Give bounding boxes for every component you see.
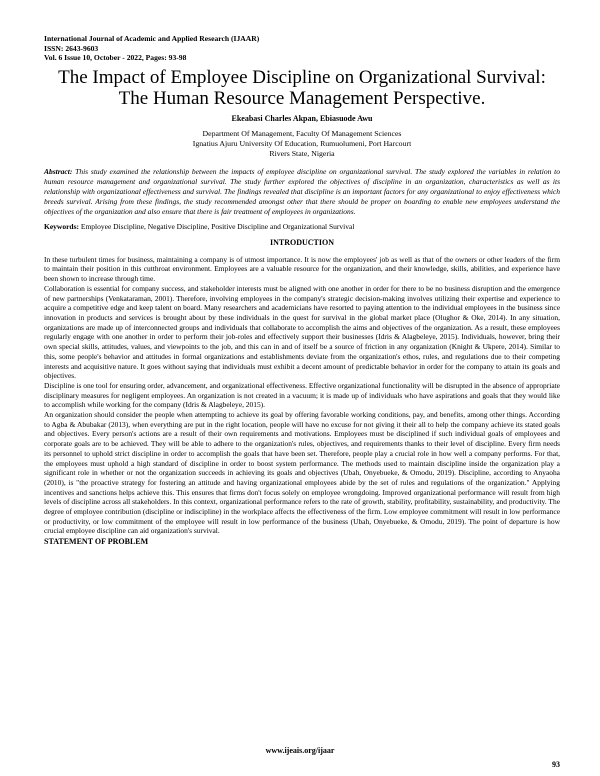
affiliation-line-1: Department Of Management, Faculty Of Management Sciences [202,128,402,138]
paper-title-line-2: The Human Resource Management Perspective. [118,87,486,109]
paper-title-line-1: The Impact of Employee Discipline on Organizational Survival: [58,66,546,88]
intro-paragraph-4: An organization should consider the people when attempting to achieve its goal by offering favorable working conditions, pay, and benefits, among other things. According to Agba & Abubakar (2013), when everything are put in the right location, people will have no excuse for not giving it their all to help the company achieve its stated goals and objectives. Every person's actions are a result of their own requirements and motivations. Employees must be disciplined if such individual goals of employees and corporate goals are to be achieved. They will be able to adhere to the organization's rules, objectives, and requirements thanks to their level of discipline. Every firm needs its personnel to uphold strict discipline in order to accomplish the goals that have been set. Therefore, people play a crucial role in how well a company performs. For that, the employees must uphold a high standard of discipline in order to boost system performance. The methods used to maintain discipline inside the organization play a significant role in whether or not the organization succeeds in achieving its goals and objectives (Ubah, Onyebueke, & Omodu, 2019). Discipline, according to Anyaoha (2010), is "the proactive strategy for fostering an attitude and having organizational employees abide by the set of rules and regulations of the organization." Applying incentives and sanctions helps achieve this. This ensures that firms don't focus solely on employee wrongdoing. Improved organizational performance will result from high levels of discipline across all stakeholders. In this context, organizational performance refers to the rate of growth, stability, profitability, sustainability, and productivity. The degree of employee contribution (discipline or indiscipline) in the workplace affects the effectiveness of the firm. Low employee commitment will result in low performance or productivity, or low commitment of the employee will result in low performance of the business (Ubah, Onyebueke, & Omodu, 2019). The point of departure is how crucial employee discipline can aid organization's survival. [44,410,560,536]
author-affiliation [44,129,560,159]
affiliation-line-3: Rivers State, Nigeria [269,148,335,158]
abstract-label: Abstract: [44,166,73,176]
journal-header [44,34,560,63]
footer-url: www.ijeais.org/ijaar [265,746,335,755]
intro-paragraph-1: In these turbulent times for business, maintaining a company is of utmost importance. It is now the employees' job as well as that of the owners or other leaders of the firm to maintain their position in this cutthroat environment. Employees are a valuable resource for the organization, and their knowledge, skills, abilities, and experience have been shown to increase through time. [44,254,560,284]
intro-paragraph-2: Collaboration is essential for company success, and stakeholder interests must be aligned with one another in order for there to be no business disruption and the emergence of new partnerships (Venkataraman, 2001). Therefore, involving employees in the company's strategic decision-making involves utilizing their expertise and experience to acquire a competitive edge and keep talent on board. Many researchers and academicians have resorted to paying attention to the individual employees in the business since innovation in products and services is brought about by these individuals in the quest for survival in the global market place (Olughor & Oke, 2014). In any situation, organizations are made up of interconnected groups and individuals that collaborate to accomplish the aims and objectives of the organization. As a result, these employees regularly engage with one another in order to perform their job-roles and effectively support their businesses (Idris & Alagbeleye, 2015). Individuals, however, bring their own special skills, attitudes, values, and viewpoints to the job, and this can in and of itself be a source of friction in any organization (Knight & Ukpere, 2014). Similar to this, some people's behavior and attitudes in formal organizations and establishments deviate from the organization's ethos, rules, and regulations due to their competing interests and acquisitive nature. It goes without saying that individuals must exhibit a decent amount of predictable behavior in order for the company to attain its goals and objectives. [44,283,560,381]
keywords-label: Keywords: [44,221,79,231]
affiliation-line-2: Ignatius Ajuru University Of Education, Rumuolumeni, Port Harcourt [192,138,412,148]
paper-title [44,67,560,109]
page-number: 93 [552,760,560,769]
journal-name: International Journal of Academic and Applied Research (IJAAR) [44,34,260,43]
paper-authors: Ekeabasi Charles Akpan, Ebiasuode Awu [231,113,373,123]
intro-paragraph-3: Discipline is one tool for ensuring order, advancement, and organizational effectiveness. Effective organizational functionality will be disrupted in the absence of appropriate disciplinary measures for negligent employees. An organization is not created in a vacuum; it is made up of individuals who have aspirations and goals that they would like to accomplish while working for the company (Idris & Alagbeleye, 2015). [44,380,560,410]
abstract [44,167,560,217]
keywords [44,222,560,232]
journal-issn: ISSN: 2643-9603 [44,43,99,53]
section-heading-statement-of-problem: STATEMENT OF PROBLEM [44,537,149,547]
keywords-text: Employee Discipline, Negative Discipline, Positive Discipline and Organizational Survival [80,221,355,231]
abstract-text: This study examined the relationship between the impacts of employee discipline on organizational survival. The study explored the variables in relation to human resource management and organizational survival. The study further explored the objectives of discipline in an organization, characteristics as well as its relationship with organizational effectiveness and survival. The findings revealed that discipline is an important factors for any organizational to enjoy effectiveness which breeds survival. Arising from these findings, the study recommended amongst other that there should be proper on boarding to enable new employees understand the objectives of the organization and also ensure that there is fair treatment of employees in organizations. [44,166,560,216]
section-heading-introduction: INTRODUCTION [269,237,334,247]
journal-volume: Vol. 6 Issue 10, October - 2022, Pages: 93-98 [44,53,187,63]
